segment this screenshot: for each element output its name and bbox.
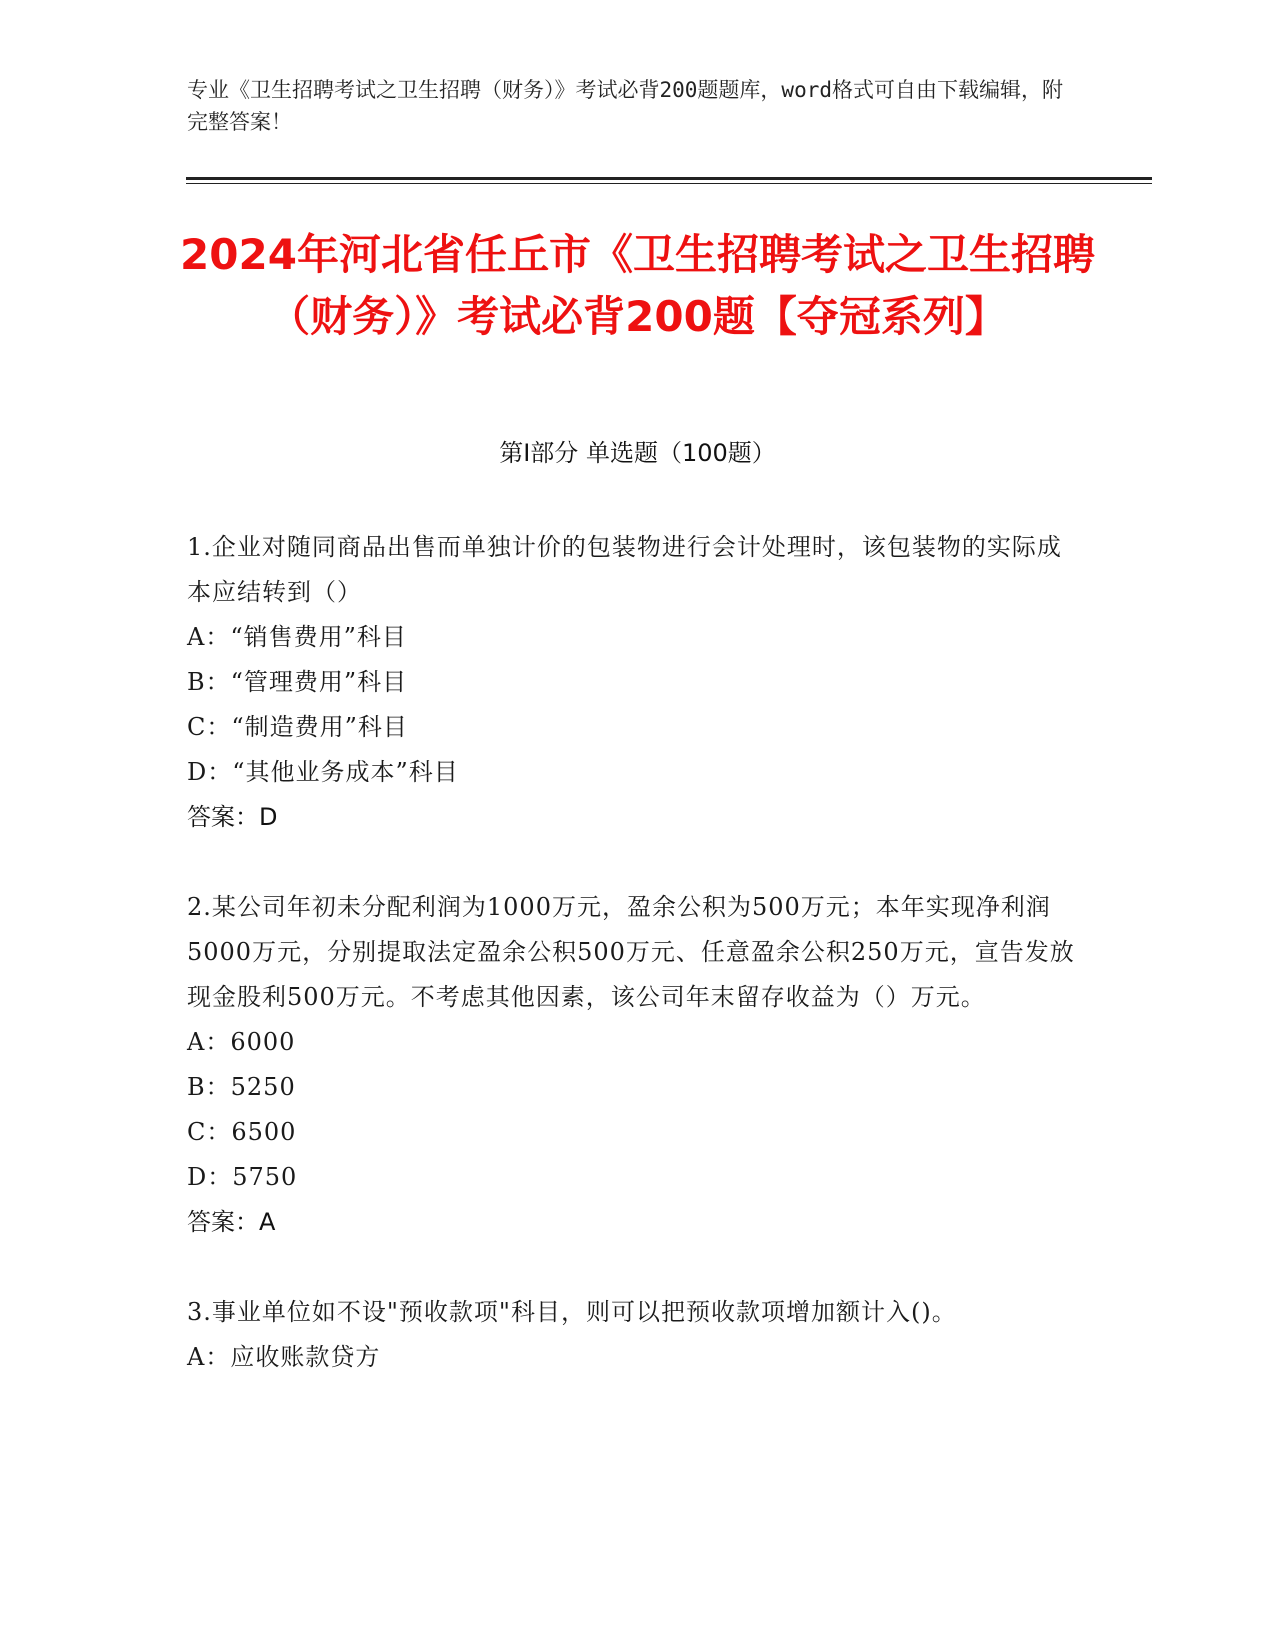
question-list	[187, 525, 1077, 1425]
header-note: 专业《卫生招聘考试之卫生招聘（财务）》考试必背200题题库，word格式可自由下载编辑，附完整答案！	[187, 78, 1063, 134]
option-d: D：5750	[187, 1163, 298, 1191]
question-stem: 3.事业单位如不设"预收款项"科目，则可以把预收款项增加额计入()。	[187, 1298, 957, 1326]
option-b: B：“管理费用”科目	[187, 668, 408, 696]
question-2	[187, 885, 1077, 1245]
question-stem: 2.某公司年初未分配利润为1000万元，盈余公积为500万元；本年实现净利润5000万元，分别提取法定盈余公积500万元、任意盈余公积250万元，宣告发放现金股利500万元。不考虑其他因素，该公司年末留存收益为（）万元。	[187, 893, 1075, 1011]
header-divider-thin	[186, 183, 1152, 184]
answer: 答案：A	[187, 1208, 276, 1236]
question-stem: 1.企业对随同商品出售而单独计价的包装物进行会计处理时，该包装物的实际成本应结转到（）	[187, 533, 1062, 606]
document-title: 2024年河北省任丘市《卫生招聘考试之卫生招聘（财务）》考试必背200题【夺冠系列】	[180, 230, 1095, 341]
option-a: A：“销售费用”科目	[187, 623, 407, 651]
answer: 答案：D	[187, 803, 278, 831]
question-3	[187, 1290, 1077, 1380]
option-c: C：“制造费用”科目	[187, 713, 408, 741]
question-1	[187, 525, 1077, 840]
section-title: 第I部分 单选题（100题）	[499, 439, 776, 467]
option-d: D：“其他业务成本”科目	[187, 758, 459, 786]
header-divider-thick	[186, 177, 1152, 180]
option-a: A：6000	[187, 1028, 296, 1056]
option-c: C：6500	[187, 1118, 297, 1146]
option-a: A：应收账款贷方	[187, 1343, 381, 1371]
option-b: B：5250	[187, 1073, 296, 1101]
